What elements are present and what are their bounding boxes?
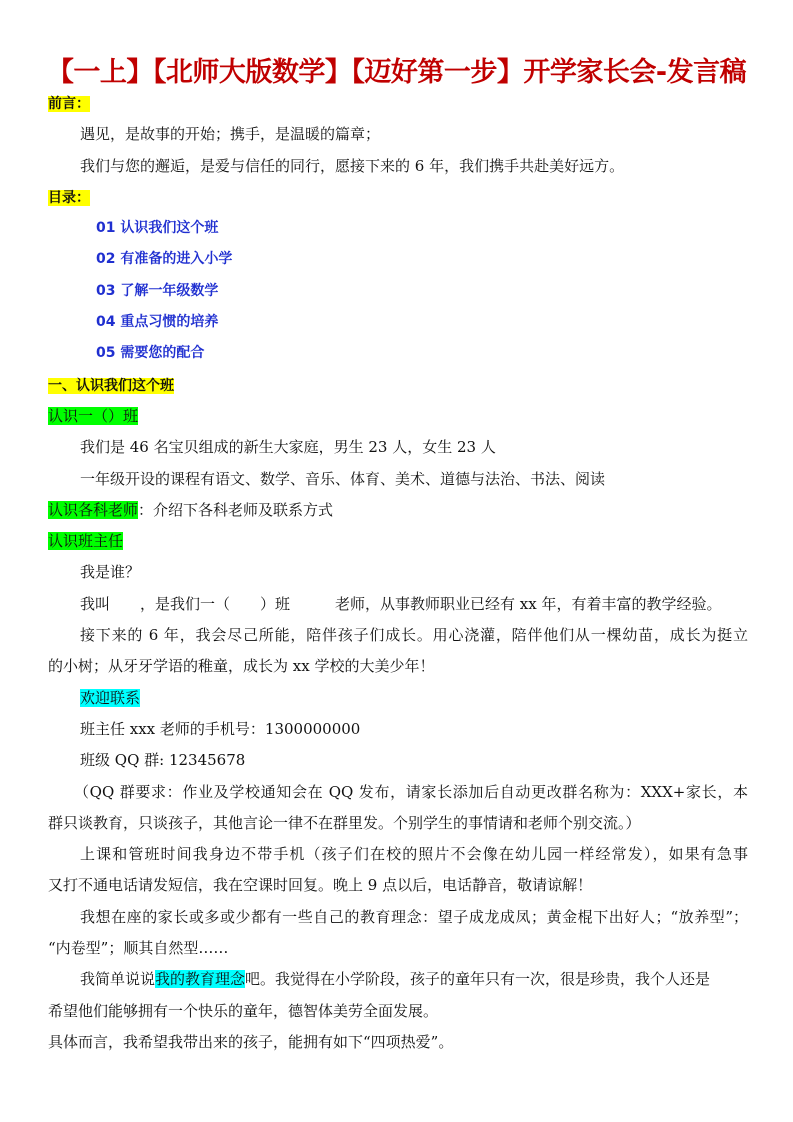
qq-line: 班级 QQ 群: 12345678 (80, 751, 246, 770)
section-heading: 一、认识我们这个班 (48, 377, 174, 394)
paragraph: “内卷型”；顺其自然型…… (48, 939, 229, 958)
subheading-text: ：介绍下各科老师及联系方式 (138, 500, 334, 519)
phone-line: 班主任 xxx 老师的手机号：1300000000 (80, 719, 361, 738)
paragraph: 我想在座的家长或多或少都有一些自己的教育理念：望子成龙成凤；黄金棍下出好人；“放养型”； (80, 907, 748, 926)
paragraph: 又打不通电话请发短信，我在空课时回复。晚上 9 点以后，电话静音，敬请谅解！ (48, 876, 593, 895)
paragraph: 接下来的 6 年，我会尽己所能，陪伴孩子们成长。用心浇灌，陪伴他们从一棵幼苗，成长为挺立 (80, 626, 748, 645)
subheading: 认识班主任 (48, 532, 124, 551)
paragraph: 我们是 46 名宝贝组成的新生大家庭，男生 23 人，女生 23 人 (80, 438, 496, 457)
toc-item[interactable]: 01 认识我们这个班 (96, 220, 219, 237)
toc-item[interactable]: 05 需要您的配合 (96, 345, 205, 362)
paragraph: 我是谁？ (80, 563, 141, 582)
paragraph: 上课和管班时间我身边不带手机（孩子们在校的照片不会像在幼儿园一样经常发），如果有急事 (80, 845, 748, 864)
highlighted-phrase: 我的教育理念 (155, 970, 246, 989)
paragraph: 群只谈教育，只谈孩子，其他言论一律不在群里发。个别学生的事情请和老师个别交流。） (48, 813, 641, 832)
paragraph: 的小树；从牙牙学语的稚童，成长为 xx 学校的大美少年！ (48, 657, 435, 676)
paragraph: 一年级开设的课程有语文、数学、音乐、体育、美术、道德与法治、书法、阅读 (80, 469, 606, 488)
toc-item[interactable]: 02 有准备的进入小学 (96, 251, 233, 268)
paragraph: 希望他们能够拥有一个快乐的童年，德智体美劳全面发展。 (48, 1001, 439, 1020)
preface-line: 我们与您的邂逅，是爱与信任的同行，愿接下来的 6 年，我们携手共赴美好远方。 (80, 156, 625, 175)
preface-line: 遇见，是故事的开始；携手，是温暖的篇章； (80, 125, 381, 144)
toc-item[interactable]: 03 了解一年级数学 (96, 282, 219, 299)
paragraph: 具体而言，我希望我带出来的孩子，能拥有如下“四项热爱”。 (48, 1032, 454, 1051)
preface-heading: 前言： (48, 96, 90, 112)
toc-item[interactable]: 04 重点习惯的培养 (96, 314, 219, 331)
toc-heading: 目录： (48, 189, 90, 206)
paragraph: （QQ 群要求：作业及学校通知会在 QQ 发布，请家长添加后自动更改群名称为：XXX+家长，本 (74, 782, 748, 801)
subheading: 认识各科老师 (48, 500, 139, 519)
paragraph-text: 吧。我觉得在小学阶段，孩子的童年只有一次，很是珍贵，我个人还是 (245, 970, 711, 989)
document-title: 【一上】【北师大版数学】【迈好第一步】开学家长会-发言稿 (46, 57, 747, 88)
paragraph-text: 我简单说说 (80, 970, 156, 989)
subheading: 认识一（）班 (48, 406, 139, 425)
paragraph: 我叫 ，是我们一（ ）班 老师，从事教师职业已经有 xx 年，有着丰富的教学经验。 (80, 594, 722, 613)
contact-heading: 欢迎联系 (80, 688, 141, 707)
